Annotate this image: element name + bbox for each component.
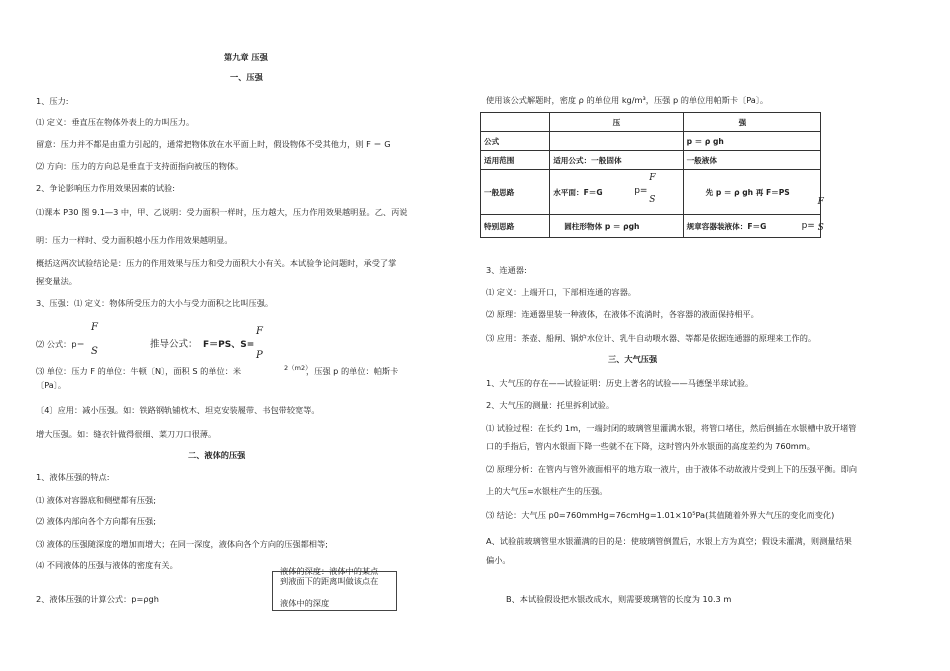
paragraph: 口的手指后，管内水银面下降一些就不在下降，这时管内外水银面的高度差约为 760mm。 bbox=[486, 441, 815, 451]
depth-note-line2: 到液面下的距离叫做该点在 bbox=[280, 576, 379, 586]
paragraph: 偏小。 bbox=[486, 555, 511, 565]
paragraph: ⑵ 原理：连通器里装一种液体，在液体不流淌时，各容器的液面保持相平。 bbox=[486, 309, 759, 319]
table-cell bbox=[550, 132, 683, 151]
paragraph: B、本试验假设把水银改成水，则需要玻璃管的长度为 10.3 m bbox=[506, 594, 732, 604]
paragraph: 3、连通器: bbox=[486, 265, 527, 275]
paragraph: ⑴ 定义：上端开口，下部相连通的容器。 bbox=[486, 287, 636, 297]
table-formula-p: p= bbox=[634, 186, 648, 196]
formula-numerator: F bbox=[91, 322, 98, 333]
formula-denominator: S bbox=[91, 346, 98, 357]
paragraph: 〔4〕应用：减小压强。如：铁路钢轨铺枕木、坦克安装履带、书包带较宽等。 bbox=[36, 405, 320, 415]
paragraph: ⑶ 应用：茶壶、船闸、锅炉水位计、乳牛自动喂水器、等都是依据连通器的原理来工作的。 bbox=[486, 333, 817, 343]
table-formula-p: p= bbox=[801, 221, 815, 231]
table-cell: 水平面：F＝G p= F S bbox=[550, 170, 683, 215]
derive-denominator: P bbox=[256, 350, 263, 361]
table-cell: 圆柱形物体 p ＝ ρgh bbox=[550, 215, 683, 238]
paragraph: 增大压强。如：缝衣针做得很细、菜刀刀口很薄。 bbox=[36, 429, 217, 439]
paragraph: 使用该公式解题时，密度 ρ 的单位用 kg/m³，压强 p 的单位用帕斯卡〔Pa〕。 bbox=[486, 95, 769, 105]
table-cell bbox=[481, 113, 550, 132]
pressure-formula-table bbox=[480, 112, 824, 238]
table-formula-denominator: S bbox=[817, 223, 824, 233]
table-cell: 规章容器装液体：F＝G p= F S bbox=[683, 215, 820, 238]
paragraph: 概括这两次试验结论是：压力的作用效果与压力和受力面积大小有关。本试验争论问题时，承受了掌 bbox=[36, 258, 397, 268]
table-formula-numerator: F bbox=[817, 197, 824, 207]
paragraph: 上的大气压=水银柱产生的压强。 bbox=[486, 486, 608, 496]
paragraph: ⑵ 原理分析：在管内与管外液面相平的地方取一液片，由于液体不动故液片受到上下的压强平衡。即向 bbox=[486, 464, 858, 474]
table-row-label: 公式 bbox=[481, 132, 550, 151]
paragraph: ⑶ 结论：大气压 p0=760mmHg=76cmHg=1.01×10⁵Pa(其值随着外界大气压的变化而变化) bbox=[486, 510, 835, 520]
table-row-label: 特别思路 bbox=[481, 215, 550, 238]
paragraph: ，压强 p 的单位：帕斯卡 bbox=[306, 366, 399, 376]
paragraph: ⑶ 单位：压力 F 的单位：牛顿〔N〕，面积 S 的单位：米 bbox=[36, 366, 242, 376]
depth-note-line1: 液体的深度：液体中的某点 bbox=[280, 566, 379, 576]
paragraph: 留意：压力并不都是由重力引起的，通常把物体放在水平面上时，假设物体不受其他力，则 F ＝ G bbox=[36, 139, 391, 149]
section-title-atmosphere: 三、大气压强 bbox=[608, 354, 658, 364]
paragraph: ⑴ 试验过程：在长约 1m，一端封闭的玻璃管里灌满水银，将管口堵住，然后倒插在水银槽中放开堵管 bbox=[486, 423, 857, 433]
paragraph: 2、大气压的测量：托里拆利试验。 bbox=[486, 400, 615, 410]
paragraph: ⑴课本 P30 图 9.1—3 中，甲、乙说明：受力面积一样时，压力越大，压力作用效果越明显。乙、丙说 bbox=[36, 207, 408, 217]
paragraph: 1、大气压的存在——试验证明：历史上著名的试验——马德堡半球试验。 bbox=[486, 378, 754, 388]
paragraph: ⑶ 液体的压强随深度的增加而增大；在同一深度，液体向各个方向的压强都相等; bbox=[36, 539, 328, 549]
table-row-label: 一般思路 bbox=[481, 170, 550, 215]
paragraph: 〔Pa〕。 bbox=[36, 380, 67, 390]
paragraph: 2、液体压强的计算公式：p=ρgh bbox=[36, 594, 159, 604]
paragraph: 1、液体压强的特点: bbox=[36, 472, 110, 482]
paragraph: ⑴ 定义：垂直压在物体外表上的力叫压力。 bbox=[36, 117, 195, 127]
table-formula-denominator: S bbox=[649, 195, 656, 205]
table-cell: p ＝ ρ gh bbox=[683, 132, 820, 151]
section-title-liquid: 二、液体的压强 bbox=[188, 450, 246, 460]
paragraph: ⑴ 液体对容器底和侧壁都有压强; bbox=[36, 495, 156, 505]
table-header: 强 bbox=[683, 113, 820, 132]
table-cell: 先 p ＝ ρ gh 再 F＝PS bbox=[683, 170, 820, 215]
derive-formula: F＝PS、S= bbox=[203, 340, 255, 350]
table-cell: 一般液体 bbox=[683, 151, 820, 170]
derive-numerator: F bbox=[256, 326, 263, 337]
table-header: 压 bbox=[550, 113, 683, 132]
chapter-title: 第九章 压强 bbox=[224, 52, 268, 62]
paragraph: ⑵ 方向：压力的方向总是垂直于支持面指向被压的物体。 bbox=[36, 161, 244, 171]
depth-note-line3: 液体中的深度 bbox=[280, 598, 330, 608]
table-cell: 适用公式：一般固体 bbox=[550, 151, 683, 170]
derive-label: 推导公式： bbox=[150, 339, 198, 350]
formula-label: ⑵ 公式：p＝ bbox=[36, 339, 85, 349]
paragraph: 握变量法。 bbox=[36, 276, 77, 286]
table-formula-numerator: F bbox=[649, 173, 656, 183]
unit-superscript: 2（m2） bbox=[284, 364, 312, 372]
paragraph: 1、压力: bbox=[36, 96, 69, 106]
paragraph: 3、压强：⑴ 定义：物体所受压力的大小与受力面积之比叫压强。 bbox=[36, 298, 274, 308]
table-row-label: 适用范围 bbox=[481, 151, 550, 170]
paragraph: ⑵ 液体内部向各个方向都有压强; bbox=[36, 516, 156, 526]
paragraph: 明：压力一样时、受力面积越小压力作用效果越明显。 bbox=[36, 235, 233, 245]
paragraph: A、试验前玻璃管里水银灌满的目的是：使玻璃管倒置后，水银上方为真空；假设未灌满，则测量结果 bbox=[486, 536, 852, 546]
paragraph: ⑷ 不同液体的压强与液体的密度有关。 bbox=[36, 560, 178, 570]
section-title-pressure: 一、压强 bbox=[230, 72, 263, 82]
paragraph: 2、争论影响压力作用效果因素的试验: bbox=[36, 183, 175, 193]
